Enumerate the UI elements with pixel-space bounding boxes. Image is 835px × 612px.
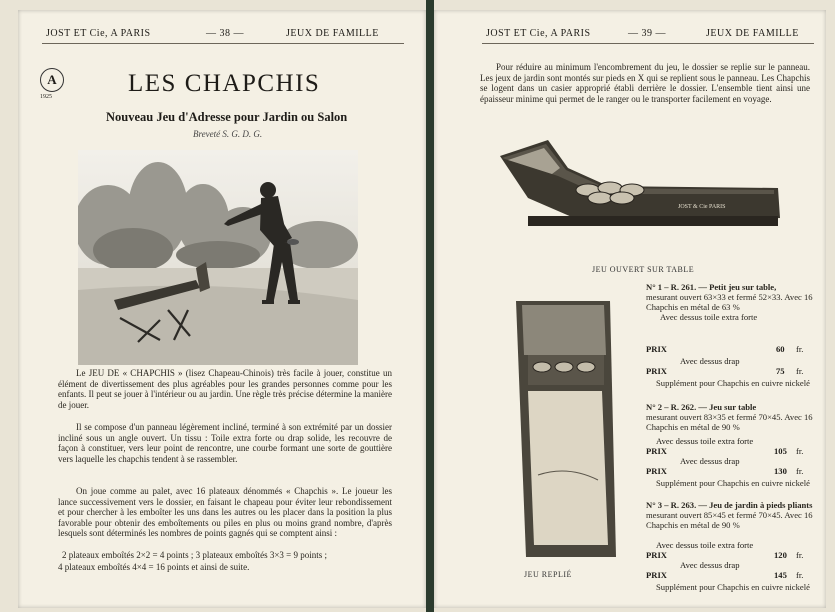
product-2-supplement: Supplément pour Chapchis en cuivre nickelé bbox=[656, 478, 810, 488]
product-3-price-label-1: PRIX bbox=[646, 550, 668, 560]
header-publisher: JOST ET Cie, A PARIS bbox=[46, 28, 151, 39]
product-1-option-1: Avec dessus toile extra forte bbox=[660, 312, 758, 322]
product-1-price-2: 75 bbox=[776, 366, 785, 376]
page-number: — 38 — bbox=[206, 28, 244, 39]
header-section: JEUX DE FAMILLE bbox=[286, 28, 379, 39]
product-1-desc: mesurant ouvert 63×33 et fermé 52×33. Avec 16 Chapchis en métal de 63 % bbox=[646, 292, 813, 312]
page-subtitle: Nouveau Jeu d'Adresse pour Jardin ou Salon bbox=[106, 110, 348, 124]
book-gutter bbox=[426, 0, 434, 612]
product-3-unit-2: fr. bbox=[796, 570, 804, 580]
header-rule bbox=[42, 43, 404, 44]
product-3-unit-1: fr. bbox=[796, 550, 804, 560]
caption-open-game: JEU OUVERT SUR TABLE bbox=[592, 265, 695, 274]
patent-note: Breveté S. G. D. G. bbox=[193, 129, 263, 139]
product-2-title: N° 2 – R. 262. — Jeu sur table bbox=[646, 402, 757, 412]
photo-illustration bbox=[78, 150, 358, 365]
logo-year: 1925 bbox=[40, 94, 52, 100]
header-section: JEUX DE FAMILLE bbox=[706, 28, 799, 39]
description-paragraph-1: Le JEU DE « CHAPCHIS » (lisez Chapeau-Chinois) très facile à jouer, constitue un élément de divertissement des plus agréables pour les grandes personnes comme pour les enfants. Il peut se jouer à l'intérieur ou au jardin. Une règle très précise détermine la manière de jouer. bbox=[58, 368, 392, 410]
publisher-logo-icon: A bbox=[40, 68, 64, 92]
header-rule bbox=[482, 43, 814, 44]
product-3-price-1: 120 bbox=[774, 550, 787, 560]
page-number: — 39 — bbox=[628, 28, 666, 39]
product-2-price-2: 130 bbox=[774, 466, 787, 476]
scoring-line-1: 2 plateaux emboîtés 2×2 = 4 points ; 3 plateaux emboîtés 3×3 = 9 points ; bbox=[62, 550, 328, 560]
product-2-option-2: Avec dessus drap bbox=[680, 456, 740, 466]
product-1-unit-2: fr. bbox=[796, 366, 804, 376]
open-game-illustration bbox=[488, 128, 788, 248]
product-3-supplement: Supplément pour Chapchis en cuivre nickelé bbox=[656, 582, 810, 592]
product-2-unit-2: fr. bbox=[796, 466, 804, 476]
product-2 bbox=[646, 402, 816, 432]
page-title: LES CHAPCHIS bbox=[128, 70, 321, 97]
product-1-price-1: 60 bbox=[776, 344, 785, 354]
folding-intro: Pour réduire au minimum l'encombrement du jeu, le dossier se replie sur le panneau. Les jeux de jardin sont montés sur pieds en X qui se replient sous le panneau. Les Chapchis se logent dans un casier approprié établi derrière le dossier. L'ensemble tient ainsi une épaisseur minime qui permet de le ranger ou le transporter facilement en voyage. bbox=[480, 62, 810, 104]
garden-game-photo bbox=[78, 150, 358, 365]
product-1 bbox=[646, 282, 816, 322]
product-3-desc: mesurant ouvert 85×45 et fermé 70×45. Avec 16 Chapchis en métal de 90 % bbox=[646, 510, 813, 530]
product-2-price-label-1: PRIX bbox=[646, 446, 668, 456]
folded-game-illustration bbox=[498, 295, 628, 565]
board-maker-mark: JOST & Cie PARIS bbox=[678, 204, 726, 210]
description-paragraph-3: On joue comme au palet, avec 16 plateaux dénommés « Chapchis ». Le joueur les lance successivement vers le dossier, en faisant le chapeau pour éviter leur rebondissement et pour chercher à les emboîter les uns dans les autres ou les placer dans la position la plus favorable pour obtenir des emboîtements ou piles en plus ou moins grand nombre, d'après lesquels sont déterminés les nombres de points gagnés qui se comptent ainsi : bbox=[58, 486, 392, 539]
description-paragraph-2: Il se compose d'un panneau légèrement incliné, terminé à son extrémité par un dossier incliné sous un angle ouvert. Un tissu : Toile extra forte ou drap solide, les recouvre de façon à constituer, vers leur point de rencontre, une courbe formant une sorte de gouttière vers laquelle les chapchis tendent à se rassembler. bbox=[58, 422, 392, 464]
product-3-option-1: Avec dessus toile extra forte bbox=[656, 540, 754, 550]
product-1-price-label-1: PRIX bbox=[646, 344, 668, 354]
product-3 bbox=[646, 500, 816, 530]
product-1-option-2: Avec dessus drap bbox=[680, 356, 740, 366]
caption-folded-game: JEU REPLIÉ bbox=[524, 570, 572, 579]
product-3-option-2: Avec dessus drap bbox=[680, 560, 740, 570]
product-1-unit-1: fr. bbox=[796, 344, 804, 354]
product-3-price-label-2: PRIX bbox=[646, 570, 668, 580]
product-2-price-label-2: PRIX bbox=[646, 466, 668, 476]
scoring-line-2: 4 plateaux emboîtés 4×4 = 16 points et ainsi de suite. bbox=[58, 562, 250, 572]
left-page bbox=[18, 10, 426, 608]
product-3-title: N° 3 – R. 263. — Jeu de jardin à pieds pliants bbox=[646, 500, 813, 510]
product-2-desc: mesurant ouvert 83×35 et fermé 70×45. Avec 16 Chapchis en métal de 90 % bbox=[646, 412, 813, 432]
product-1-supplement: Supplément pour Chapchis en cuivre nickelé bbox=[656, 378, 810, 388]
product-2-price-1: 105 bbox=[774, 446, 787, 456]
product-3-price-2: 145 bbox=[774, 570, 787, 580]
product-1-price-label-2: PRIX bbox=[646, 366, 668, 376]
header-publisher: JOST ET Cie, A PARIS bbox=[486, 28, 591, 39]
product-2-option-1: Avec dessus toile extra forte bbox=[656, 436, 754, 446]
product-1-title: N° 1 – R. 261. — Petit jeu sur table, bbox=[646, 282, 777, 292]
product-2-unit-1: fr. bbox=[796, 446, 804, 456]
right-page bbox=[434, 10, 826, 608]
